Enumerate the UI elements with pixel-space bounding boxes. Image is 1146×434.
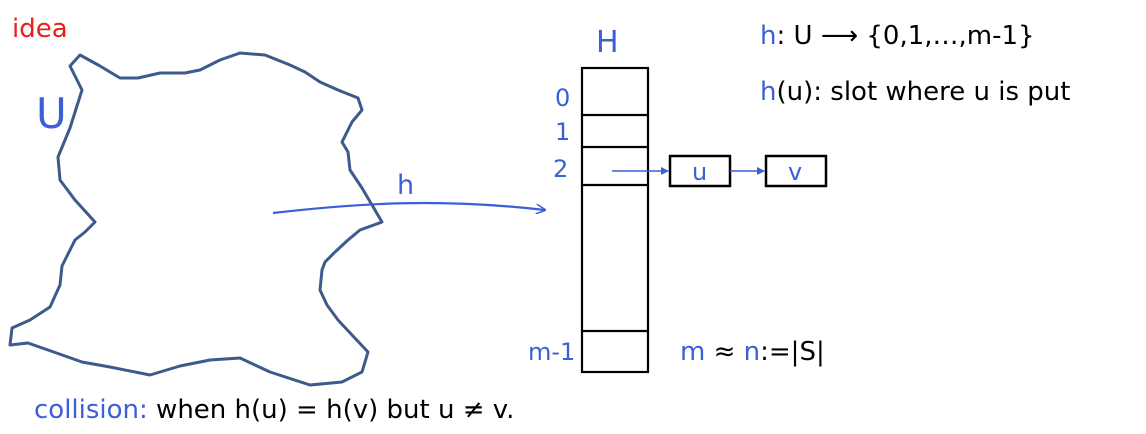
size-relation (680, 337, 825, 367)
collision-term: collision: (34, 395, 148, 425)
hash-map-domain: : U (776, 21, 821, 51)
idea-label: idea (12, 14, 68, 44)
slot-definition-h: h (760, 77, 777, 107)
size-relation-m: m (680, 337, 706, 367)
slot-index-2: 2 (553, 155, 569, 183)
hash-function-label: h (397, 170, 415, 201)
slot-definition (760, 77, 1070, 107)
hash-table (582, 68, 648, 372)
chain-node-u-label: u (692, 158, 708, 186)
chain-node-v-label: v (788, 158, 803, 186)
slot-index-1: 1 (555, 118, 571, 146)
hash-map-h: h (760, 21, 777, 51)
universe-label: U (36, 89, 67, 138)
slot-definition-text: (u): slot where u is put (776, 77, 1071, 107)
collision-text: when h(u) = h(v) but u ≠ v. (147, 395, 515, 425)
table-title: H (596, 25, 619, 60)
slot-index-last: m-1 (528, 338, 576, 366)
size-relation-approx: ≈ (705, 337, 744, 367)
hash-function-arrow (273, 203, 545, 213)
collision-definition (34, 395, 514, 425)
size-relation-n: n (743, 337, 761, 367)
hash-map-definition (760, 21, 1035, 51)
slot-index-0: 0 (555, 84, 571, 112)
hash-map-arrow: ⟶ (820, 21, 859, 51)
hash-map-codomain: {0,1,…,m-1} (858, 21, 1035, 51)
size-relation-rest: :=|S| (760, 337, 825, 367)
